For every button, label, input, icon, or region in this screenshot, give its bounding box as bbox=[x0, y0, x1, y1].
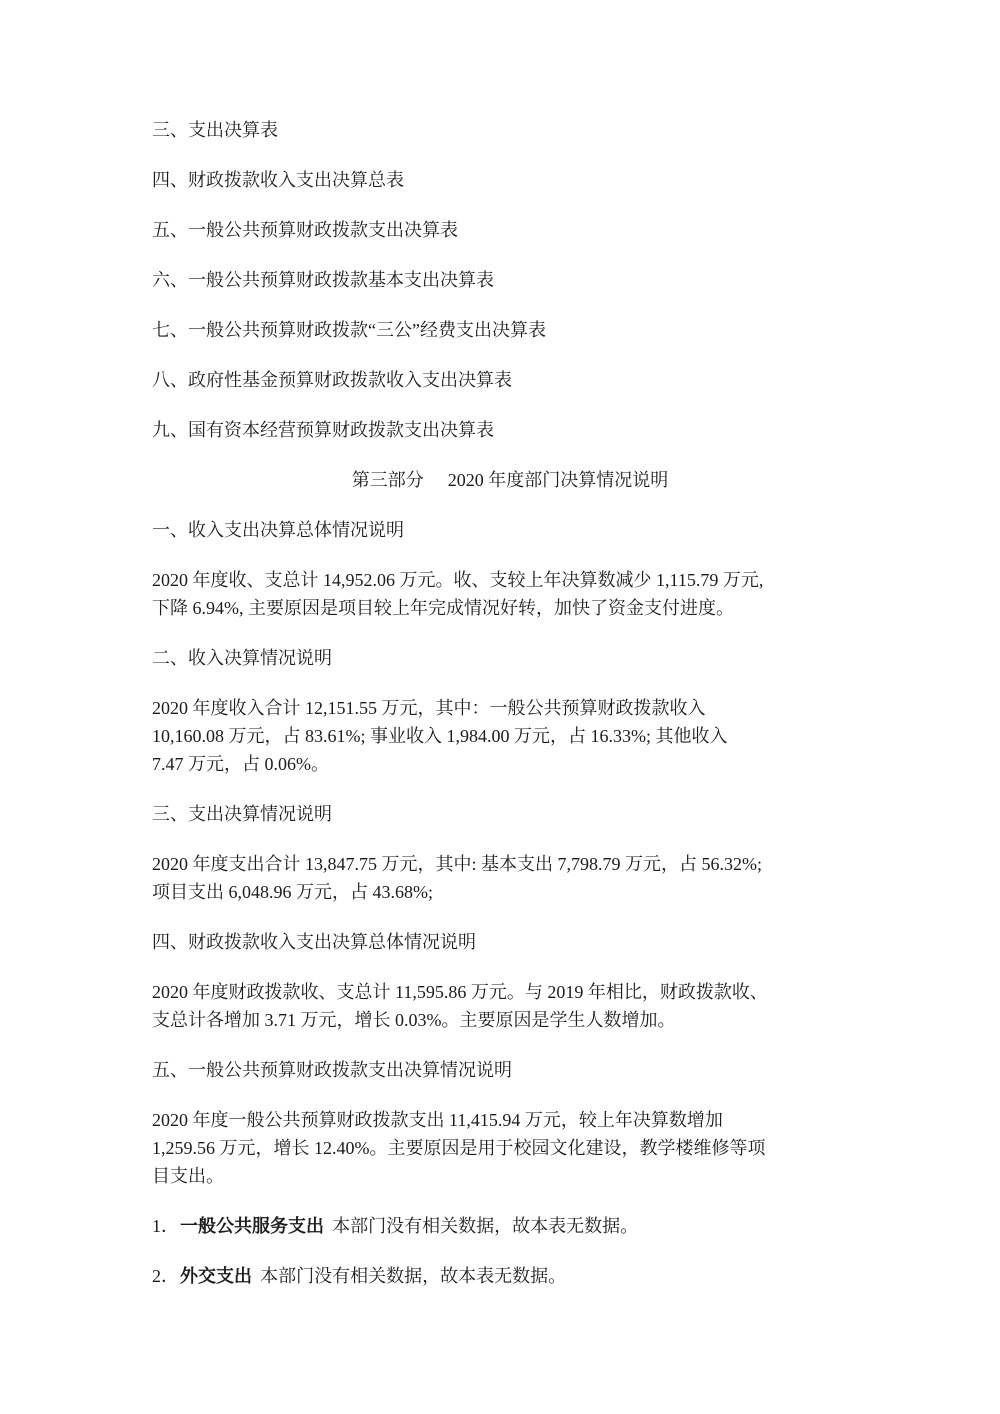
toc-item-4: 四、财政拨款收入支出决算总表 bbox=[152, 170, 404, 190]
section-3-title: 三、支出决算情况说明 bbox=[152, 804, 332, 824]
toc-item-9: 九、国有资本经营预算财政拨款支出决算表 bbox=[152, 420, 494, 440]
paragraph-line: 10,160.08 万元，占 83.61%; 事业收入 1,984.00 万元，占 16.33%; 其他收入 bbox=[152, 726, 728, 746]
section-1-title: 一、收入支出决算总体情况说明 bbox=[152, 520, 404, 540]
section-2-paragraph bbox=[152, 694, 868, 778]
paragraph-line: 7.47 万元，占 0.06%。 bbox=[152, 754, 329, 774]
toc-item-8: 八、政府性基金预算财政拨款收入支出决算表 bbox=[152, 370, 512, 390]
section-5-title: 五、一般公共预算财政拨款支出决算情况说明 bbox=[152, 1060, 512, 1080]
paragraph-line: 支总计各增加 3.71 万元，增长 0.03%。主要原因是学生人数增加。 bbox=[152, 1010, 676, 1030]
numbered-item-2-text: 本部门没有相关数据，故本表无数据。 bbox=[260, 1266, 567, 1286]
numbered-item-2-label: 外交支出 bbox=[180, 1266, 252, 1286]
document-content bbox=[152, 116, 868, 1312]
paragraph-line: 2020 年度支出合计 13,847.75 万元，其中: 基本支出 7,798.79 万元，占 56.32%; bbox=[152, 854, 762, 874]
numbered-item-2-number: 2． bbox=[152, 1266, 179, 1286]
paragraph-line: 2020 年度一般公共预算财政拨款支出 11,415.94 万元，较上年决算数增加 bbox=[152, 1110, 723, 1130]
part3-heading bbox=[152, 466, 868, 494]
paragraph-line: 2020 年度财政拨款收、支总计 11,595.86 万元。与 2019 年相比，财政拨款收、 bbox=[152, 982, 768, 1002]
section-1-paragraph bbox=[152, 566, 868, 622]
numbered-item-1-label: 一般公共服务支出 bbox=[180, 1216, 324, 1236]
paragraph-line: 1,259.56 万元，增长 12.40%。主要原因是用于校园文化建设，教学楼维修等项 bbox=[152, 1138, 766, 1158]
section-5-paragraph bbox=[152, 1106, 868, 1190]
part3-heading-part-label: 第三部分 bbox=[351, 470, 424, 490]
toc-item-5: 五、一般公共预算财政拨款支出决算表 bbox=[152, 220, 458, 240]
toc-item-7: 七、一般公共预算财政拨款“三公”经费支出决算表 bbox=[152, 320, 546, 340]
section-2-title: 二、收入决算情况说明 bbox=[152, 648, 332, 668]
paragraph-line: 项目支出 6,048.96 万元，占 43.68%; bbox=[152, 882, 433, 902]
section-4-paragraph bbox=[152, 978, 868, 1034]
paragraph-line: 下降 6.94%, 主要原因是项目较上年完成情况好转，加快了资金支付进度。 bbox=[152, 598, 734, 618]
toc-item-6: 六、一般公共预算财政拨款基本支出决算表 bbox=[152, 270, 494, 290]
numbered-item-1 bbox=[152, 1212, 868, 1240]
paragraph-line: 2020 年度收、支总计 14,952.06 万元。收、支较上年决算数减少 1,115.79 万元, bbox=[152, 570, 764, 590]
numbered-item-1-number: 1． bbox=[152, 1216, 179, 1236]
part3-heading-title: 2020 年度部门决算情况说明 bbox=[447, 470, 669, 490]
paragraph-line: 2020 年度收入合计 12,151.55 万元，其中：一般公共预算财政拨款收入 bbox=[152, 698, 706, 718]
section-4-title: 四、财政拨款收入支出决算总体情况说明 bbox=[152, 932, 476, 952]
numbered-item-1-text: 本部门没有相关数据，故本表无数据。 bbox=[332, 1216, 639, 1236]
section-3-paragraph bbox=[152, 850, 868, 906]
toc-item-3: 三、支出决算表 bbox=[152, 120, 278, 140]
numbered-item-2 bbox=[152, 1262, 868, 1290]
paragraph-line: 目支出。 bbox=[152, 1166, 224, 1186]
